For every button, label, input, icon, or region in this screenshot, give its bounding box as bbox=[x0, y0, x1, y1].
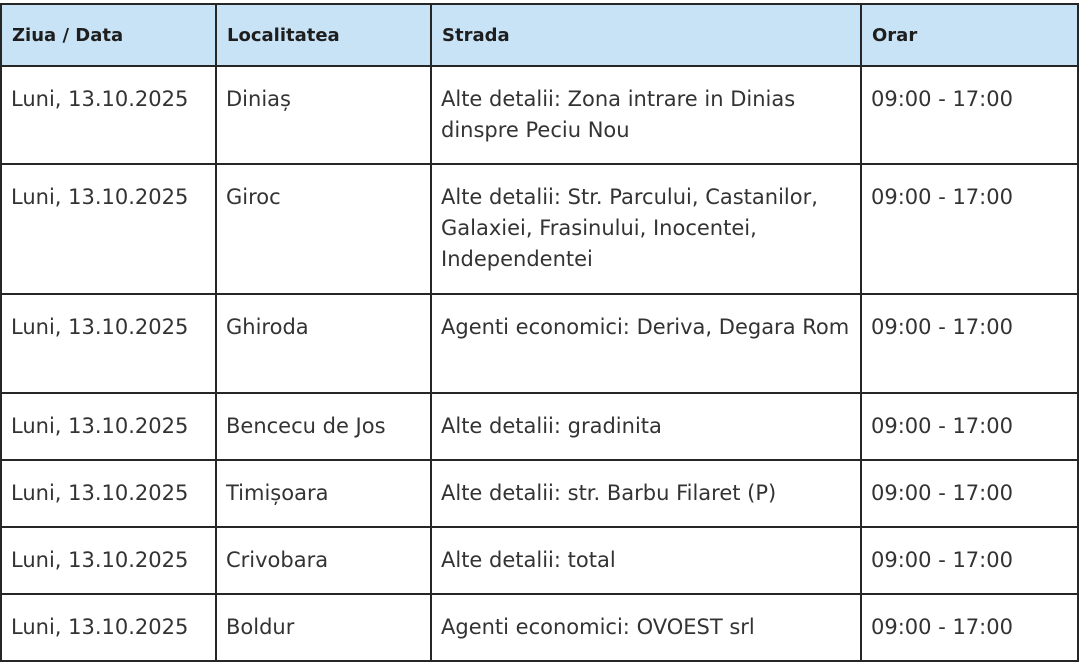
cell-schedule: 09:00 - 17:00 bbox=[861, 527, 1078, 594]
cell-street: Alte detalii: total bbox=[431, 527, 861, 594]
table-row bbox=[1, 66, 1078, 164]
table-header bbox=[1, 4, 1078, 66]
cell-schedule: 09:00 - 17:00 bbox=[861, 164, 1078, 294]
cell-locality: Crivobara bbox=[216, 527, 431, 594]
cell-locality: Timișoara bbox=[216, 460, 431, 527]
table-row bbox=[1, 527, 1078, 594]
header-schedule: Orar bbox=[861, 4, 1078, 66]
header-locality: Localitatea bbox=[216, 4, 431, 66]
outage-schedule-table bbox=[0, 3, 1079, 662]
cell-date: Luni, 13.10.2025 bbox=[1, 594, 216, 661]
cell-date: Luni, 13.10.2025 bbox=[1, 164, 216, 294]
table-row bbox=[1, 594, 1078, 661]
cell-locality: Bencecu de Jos bbox=[216, 393, 431, 460]
cell-date: Luni, 13.10.2025 bbox=[1, 527, 216, 594]
cell-schedule: 09:00 - 17:00 bbox=[861, 460, 1078, 527]
cell-date: Luni, 13.10.2025 bbox=[1, 393, 216, 460]
cell-locality: Ghiroda bbox=[216, 294, 431, 393]
table-row bbox=[1, 294, 1078, 393]
header-street: Strada bbox=[431, 4, 861, 66]
cell-date: Luni, 13.10.2025 bbox=[1, 66, 216, 164]
cell-schedule: 09:00 - 17:00 bbox=[861, 294, 1078, 393]
cell-street: Alte detalii: gradinita bbox=[431, 393, 861, 460]
cell-street: Alte detalii: Zona intrare in Dinias dinspre Peciu Nou bbox=[431, 66, 861, 164]
cell-date: Luni, 13.10.2025 bbox=[1, 294, 216, 393]
table-row bbox=[1, 164, 1078, 294]
cell-locality: Boldur bbox=[216, 594, 431, 661]
cell-date: Luni, 13.10.2025 bbox=[1, 460, 216, 527]
table-body bbox=[1, 66, 1078, 661]
header-date: Ziua / Data bbox=[1, 4, 216, 66]
cell-street: Alte detalii: Str. Parcului, Castanilor, Galaxiei, Frasinului, Inocentei, Independentei bbox=[431, 164, 861, 294]
cell-locality: Giroc bbox=[216, 164, 431, 294]
cell-schedule: 09:00 - 17:00 bbox=[861, 66, 1078, 164]
table-row bbox=[1, 460, 1078, 527]
cell-schedule: 09:00 - 17:00 bbox=[861, 594, 1078, 661]
cell-street: Agenti economici: OVOEST srl bbox=[431, 594, 861, 661]
table-row bbox=[1, 393, 1078, 460]
cell-schedule: 09:00 - 17:00 bbox=[861, 393, 1078, 460]
cell-street: Agenti economici: Deriva, Degara Rom bbox=[431, 294, 861, 393]
header-row bbox=[1, 4, 1078, 66]
cell-street: Alte detalii: str. Barbu Filaret (P) bbox=[431, 460, 861, 527]
cell-locality: Diniaș bbox=[216, 66, 431, 164]
